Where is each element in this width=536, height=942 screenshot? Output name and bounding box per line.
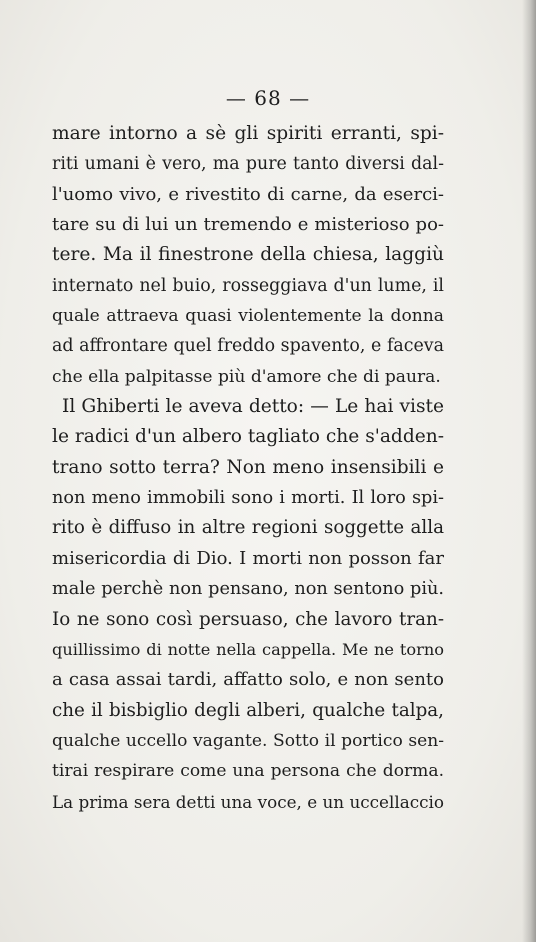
text-line: ad affrontare quel freddo spavento, e faceva <box>52 336 444 357</box>
text-line: rito è diffuso in altre regioni soggette alla <box>52 517 444 539</box>
page-number: — 68 — <box>225 86 311 110</box>
page-edge-shadow <box>522 0 536 942</box>
text-line: tere. Ma il finestrone della chiesa, laggiù <box>52 244 444 266</box>
text-line: trano sotto terra? Non meno insensibili e <box>52 456 444 478</box>
text-line: tirai respirare come una persona che dorma. <box>52 761 444 782</box>
text-line: che il bisbiglio degli alberi, qualche talpa, <box>52 699 444 721</box>
text-line: le radici d'un albero tagliato che s'adden- <box>52 426 444 448</box>
text-line: internato nel buio, rosseggiava d'un lume, il <box>52 275 444 296</box>
text-line: Il Ghiberti le aveva detto: — Le hai viste <box>62 396 444 418</box>
text-line: non meno immobili sono i morti. Il loro spi- <box>52 488 444 509</box>
text-line: quale attraeva quasi violentemente la donna <box>52 306 444 327</box>
text-line: che ella palpitasse più d'amore che di paura. <box>52 366 441 387</box>
text-line: Io ne sono così persuaso, che lavoro tran- <box>52 608 444 630</box>
text-line: mare intorno a sè gli spiriti erranti, spi- <box>52 123 444 144</box>
text-line: qualche uccello vagante. Sotto il portico sen- <box>52 730 444 751</box>
text-line: l'uomo vivo, e rivestito di carne, da eserci- <box>52 183 444 205</box>
text-line: misericordia di Dio. I morti non posson far <box>52 547 444 569</box>
text-line: tare su di lui un tremendo e misterioso po- <box>52 214 444 236</box>
body-text <box>52 119 444 817</box>
text-line: riti umani è vero, ma pure tanto diversi dal- <box>52 154 444 175</box>
text-line: male perchè non pensano, non sentono più. <box>52 579 444 600</box>
text-line: La prima sera detti una voce, e un uccellaccio <box>52 791 444 812</box>
text-line: quillissimo di notte nella cappella. Me ne torno <box>52 639 444 659</box>
text-line: a casa assai tardi, affatto solo, e non sento <box>52 669 444 691</box>
